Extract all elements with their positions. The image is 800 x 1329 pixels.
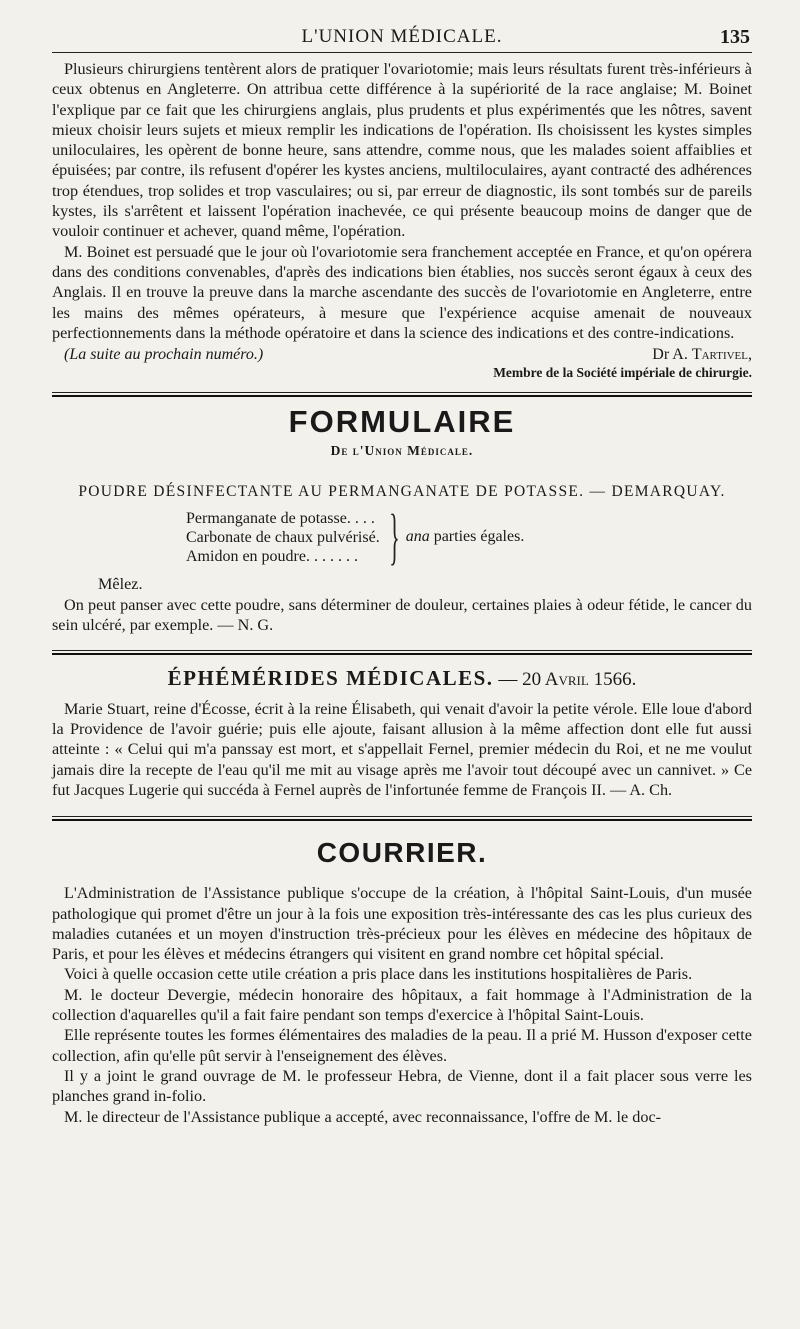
- courrier-section: [52, 837, 752, 1127]
- courrier-title: COURRIER.: [316, 837, 488, 869]
- ingredient-3: Amidon en poudre. . . . . . .: [186, 547, 358, 565]
- ephemerides-title: ÉPHÉMÉRIDES MÉDICALES.: [167, 665, 494, 690]
- section-divider-2: [52, 650, 752, 655]
- formulaire-paragraph: On peut panser avec cette poudre, sans déterminer de douleur, certaines plaies à odeur fétide, le cancer du sein ulcéré, par exemple. — N. G.: [52, 596, 752, 635]
- courrier-paragraph-6: M. le directeur de l'Assistance publique a accepté, avec reconnaissance, l'offre de M. le doc-: [64, 1107, 662, 1126]
- page-number: 135: [720, 26, 750, 48]
- courrier-paragraph-3: M. le docteur Devergie, médecin honoraire des hôpitaux, a fait hommage à l'Administration de la collection d'aquarelles qu'il a fait faire pendant son temps d'exercice à l'hôpital Saint-Louis.: [52, 985, 752, 1025]
- header-rule: [52, 52, 752, 53]
- courrier-paragraph-4: Elle représente toutes les formes élémentaires des maladies de la peau. Il a prié M. Husson d'exposer cette collection, afin qu'elle pût servir à l'enseignement des élèves.: [52, 1026, 752, 1065]
- ephemerides-paragraph: Marie Stuart, reine d'Écosse, écrit à la reine Élisabeth, qui venait d'avoir la petite vérole. Elle loue d'abord la Providence de l'avoir guérie; puis elle ajoute, faisant allusion à la même affection dont elle fut aussi atteinte : « Celui qui m'a panssay est mort, et s'appellait Fernel, premier médecin du Roi, et ne me voulut jamais dire la recepte de l'eau qu'il me mit au visage après me l'avoir tout découpé avec un cannivet. » Ce fut Jacques Lugerie qui succéda à Fernel auprès de l'infortunée femme de François II. — A. Ch.: [52, 699, 752, 799]
- formulaire-title: FORMULAIRE: [288, 404, 516, 440]
- author-prefix: Dr A.: [652, 346, 688, 364]
- courrier-paragraph-5: Il y a joint le grand ouvrage de M. le professeur Hebra, de Vienne, dont il a fait placer sous verre les planches grand in-folio.: [52, 1066, 752, 1106]
- proportion-ana: ana: [405, 528, 430, 546]
- running-title: L'UNION MÉDICALE.: [301, 26, 503, 47]
- recipe-instruction: Mêlez.: [98, 575, 143, 594]
- proportion-text: parties égales.: [433, 528, 525, 546]
- recipe-title: POUDRE DÉSINFECTANTE AU PERMANGANATE DE POTASSE. — DEMARQUAY.: [78, 483, 726, 501]
- ingredient-list: [186, 509, 380, 566]
- running-header: [52, 0, 752, 52]
- article-continued: [52, 59, 752, 382]
- section-divider-1: [52, 392, 752, 397]
- article-signature: [52, 345, 752, 364]
- continuation-note: (La suite au prochain numéro.): [64, 346, 264, 364]
- formulaire-section: [52, 405, 752, 636]
- author-name: Tartivel,: [691, 346, 752, 364]
- article-paragraph-2: M. Boinet est persuadé que le jour où l'ovariotomie sera franchement acceptée en France, et qu'on opérera dans des conditions convenables, d'après des indications bien établies, nos succès seront égaux à ceux des Anglais. Il en trouve la preuve dans la marche ascendante des succès de l'ovariotomie en Angleterre, entre les mains des mêmes opérateurs, à mesure que l'expérience acquise amenait de nouveaux perfectionnements dans la méthode opératoire et dans la science des indications et des contre-indications.: [52, 242, 752, 342]
- courrier-paragraph-2: Voici à quelle occasion cette utile création a pris place dans les institutions hospitalières de Paris.: [64, 965, 693, 984]
- brace-icon: }: [388, 503, 400, 572]
- ingredient-2: Carbonate de chaux pulvérisé.: [186, 528, 380, 546]
- formulaire-subtitle: De l'Union Médicale.: [330, 443, 474, 459]
- ephemerides-heading: [52, 665, 752, 693]
- recipe-ingredients: [186, 503, 752, 572]
- article-paragraph-1: Plusieurs chirurgiens tentèrent alors de pratiquer l'ovariotomie; mais leurs résultats furent très-inférieurs à ceux obtenus en Angleterre. On attribua cette différence à la supériorité de la race anglaise; M. Boinet l'explique par ce fait que les chirurgiens anglais, plus prudents et plus expérimentés que les nôtres, savent mieux choisir leurs sujets et mieux remplir les indications de l'opération. Ils choisissent les kystes simples uniloculaires, les opèrent de bonne heure, sans attendre, comme nous, que les malades soient affaiblies et épuisées; par contre, ils refusent d'opérer les kystes anciens, multiloculaires, ayant contracté des adhérences trop étendues, trop solides et trop vasculaires; ou si, par erreur de diagnostic, ils sont tombés sur de pareils kystes, ils s'arrêtent et laissent l'opération inachevée, ce qui présente beaucoup moins de danger que de vouloir continuer et achever, quand même, l'opération.: [52, 60, 752, 241]
- ephemerides-date: — 20 Avril 1566.: [498, 668, 637, 690]
- ephemerides-section: [52, 665, 752, 800]
- author-title: Membre de la Société impériale de chirurgie.: [493, 365, 752, 381]
- courrier-paragraph-1: L'Administration de l'Assistance publique s'occupe de la création, à l'hôpital Saint-Louis, d'un musée pathologique qui promet d'être un jour à la fois une exposition très-intéressante des cas les plus curieux des maladies cutanées et un moyen d'instruction très-précieux pour les élèves en médecine des hôpitaux de Paris, et pour les élèves et médecins étrangers qui visitent en grand nombre cet hôpital spécial.: [52, 884, 752, 964]
- recipe-proportion: [406, 528, 525, 546]
- ingredient-1: Permanganate de potasse. . . .: [186, 509, 375, 527]
- section-divider-3: [52, 816, 752, 821]
- author: [652, 345, 752, 364]
